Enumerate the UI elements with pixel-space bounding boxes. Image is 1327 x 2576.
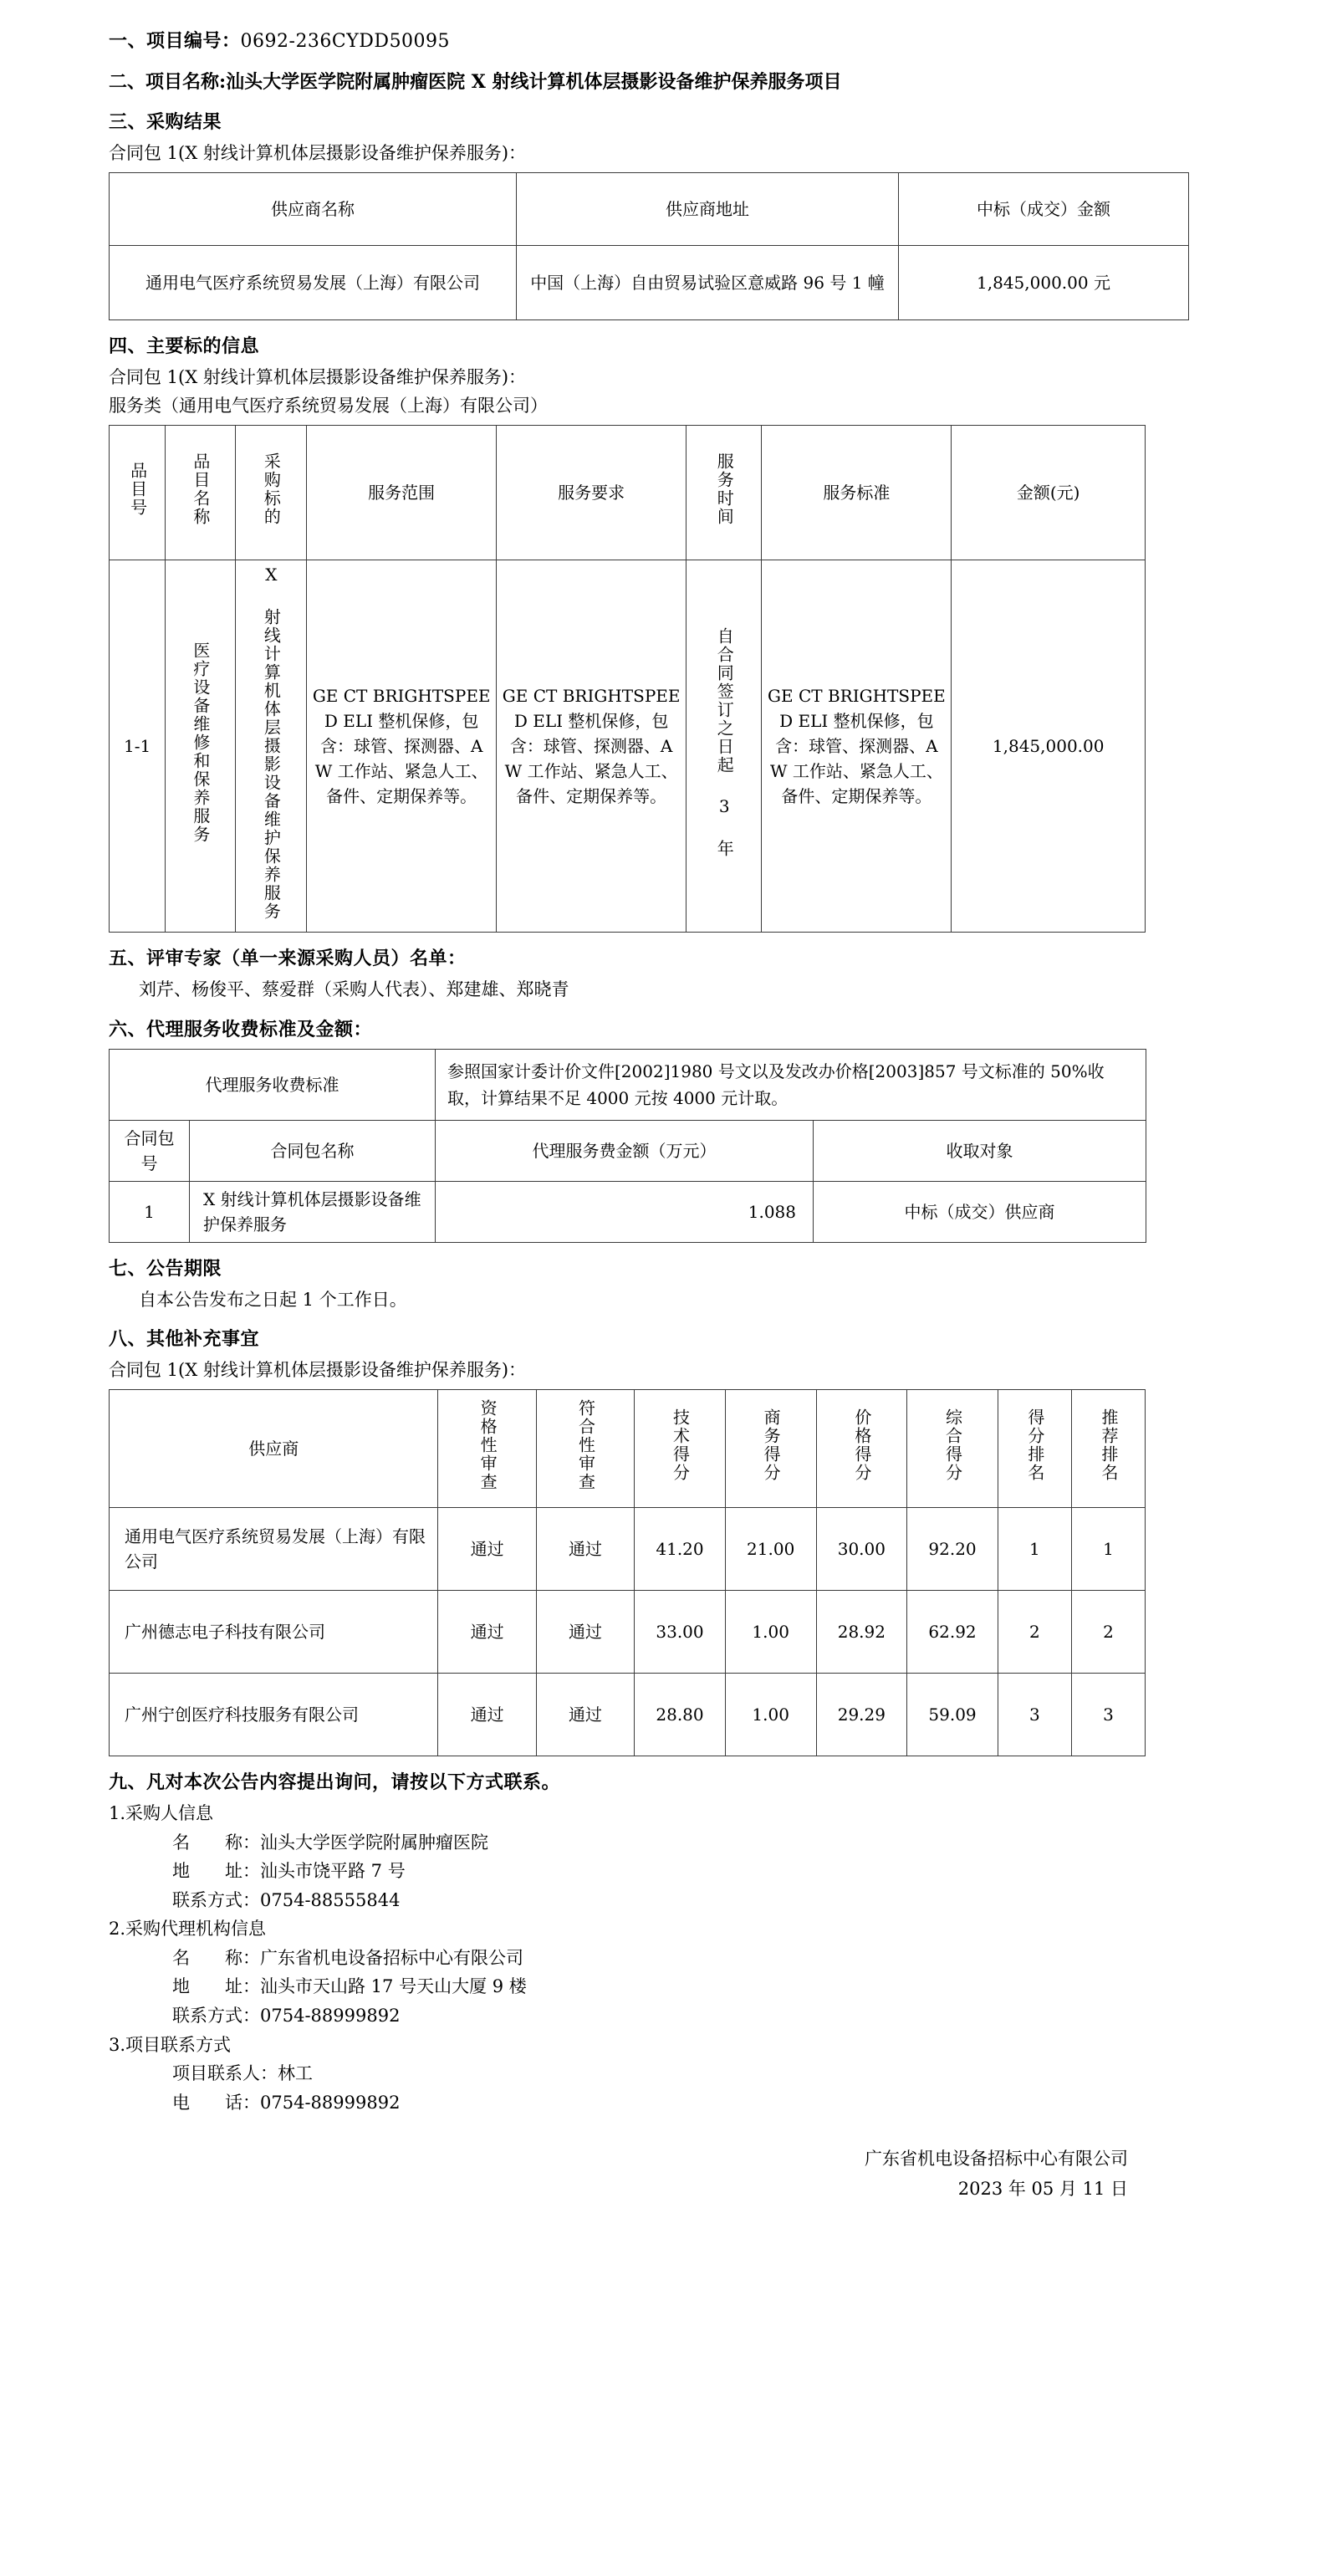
header-compliance-review: 符合性审查 bbox=[536, 1390, 634, 1508]
project-contact-heading: 3.项目联系方式 bbox=[109, 2034, 232, 2055]
agency-fee-standard-row bbox=[110, 1049, 1146, 1120]
section-procurement-result-heading: 三、采购结果 bbox=[109, 111, 222, 134]
cell-score-rank: 1 bbox=[998, 1508, 1071, 1591]
cell-technical: 28.80 bbox=[635, 1674, 726, 1756]
header-supplier: 供应商 bbox=[110, 1390, 438, 1508]
header-award-amount: 中标（成交）金额 bbox=[899, 172, 1189, 245]
agent-name-label: 名 称： bbox=[172, 1947, 260, 1968]
section-project-name-label: 二、项目名称: bbox=[109, 71, 227, 94]
agent-name-value: 广东省机电设备招标中心有限公司 bbox=[260, 1947, 523, 1968]
cell-total: 62.92 bbox=[907, 1591, 998, 1674]
cell-business: 1.00 bbox=[725, 1591, 816, 1674]
table-row bbox=[110, 1181, 1146, 1242]
section-project-number bbox=[74, 27, 1253, 56]
announcement-period-value: 自本公告发布之日起 1 个工作日。 bbox=[139, 1289, 407, 1310]
cell-price: 30.00 bbox=[816, 1508, 907, 1591]
cell-qualification: 通过 bbox=[438, 1591, 536, 1674]
agent-address-value: 汕头市天山路 17 号天山大厦 9 楼 bbox=[260, 1976, 527, 1997]
header-amount: 金额(元) bbox=[952, 426, 1146, 560]
cell-award-amount: 1,845,000.00 元 bbox=[899, 245, 1189, 319]
subject-package-note: 合同包 1(X 射线计算机体层摄影设备维护保养服务)： bbox=[109, 366, 527, 387]
buyer-name-label: 名 称： bbox=[172, 1832, 260, 1853]
agent-tel-label: 联系方式： bbox=[172, 2005, 260, 2026]
other-matters-package-note: 合同包 1(X 射线计算机体层摄影设备维护保养服务)： bbox=[109, 1360, 527, 1381]
header-item-name: 品目名称 bbox=[166, 426, 235, 560]
table-row bbox=[110, 560, 1146, 933]
table-header-row bbox=[110, 1390, 1146, 1508]
cell-technical: 33.00 bbox=[635, 1591, 726, 1674]
header-score-rank: 得分排名 bbox=[998, 1390, 1071, 1508]
project-number-value: 0692-236CYDD50095 bbox=[240, 31, 451, 52]
header-purchase-target: 采购标的 bbox=[235, 426, 307, 560]
header-service-requirement: 服务要求 bbox=[497, 426, 686, 560]
agent-tel-line bbox=[74, 2002, 1253, 2030]
cell-service-scope: GE CT BRIGHTSPEE D ELI 整机保修，包含：球管、探测器、AW 工作站、紧急人工、备件、定期保养等。 bbox=[307, 560, 497, 933]
section-project-name bbox=[74, 68, 1095, 96]
agent-name-line bbox=[74, 1945, 1253, 1972]
buyer-tel-label: 联系方式： bbox=[172, 1889, 260, 1910]
buyer-name-value: 汕头大学医学院附属肿瘤医院 bbox=[260, 1832, 488, 1853]
agent-address-line bbox=[74, 1973, 1253, 2001]
cell-recommend-rank: 1 bbox=[1071, 1508, 1145, 1591]
cell-supplier-name: 通用电气医疗系统贸易发展（上海）有限公司 bbox=[110, 245, 517, 319]
table-row bbox=[110, 245, 1189, 319]
cell-fee-payer: 中标（成交）供应商 bbox=[814, 1181, 1146, 1242]
project-person-value: 林工 bbox=[278, 2063, 313, 2084]
agent-info-heading: 2.采购代理机构信息 bbox=[109, 1919, 267, 1940]
cell-supplier: 广州德志电子科技有限公司 bbox=[110, 1591, 438, 1674]
section-review-experts-heading: 五、评审专家（单一来源采购人员）名单： bbox=[109, 948, 467, 970]
cell-qualification: 通过 bbox=[438, 1674, 536, 1756]
cell-service-standard: GE CT BRIGHTSPEE D ELI 整机保修，包含：球管、探测器、AW 工作站、紧急人工、备件、定期保养等。 bbox=[762, 560, 952, 933]
subject-info-table bbox=[109, 425, 1146, 933]
header-supplier-name: 供应商名称 bbox=[110, 172, 517, 245]
evaluation-score-table bbox=[109, 1389, 1146, 1756]
cell-subject-amount: 1,845,000.00 bbox=[952, 560, 1146, 933]
cell-service-requirement: GE CT BRIGHTSPEE D ELI 整机保修，包含：球管、探测器、AW 工作站、紧急人工、备件、定期保养等。 bbox=[497, 560, 686, 933]
cell-supplier: 通用电气医疗系统贸易发展（上海）有限公司 bbox=[110, 1508, 438, 1591]
buyer-info-heading: 1.采购人信息 bbox=[109, 1803, 214, 1824]
cell-score-rank: 2 bbox=[998, 1591, 1071, 1674]
section-subject-info-heading: 四、主要标的信息 bbox=[109, 335, 260, 357]
header-agency-fee-amount: 代理服务费金额（万元） bbox=[436, 1120, 814, 1181]
cell-price: 29.29 bbox=[816, 1674, 907, 1756]
agency-fee-table bbox=[109, 1049, 1146, 1243]
procurement-result-table bbox=[109, 172, 1189, 320]
cell-price: 28.92 bbox=[816, 1591, 907, 1674]
header-qualification-review: 资格性审查 bbox=[438, 1390, 536, 1508]
cell-total: 92.20 bbox=[907, 1508, 998, 1591]
buyer-address-label: 地 址： bbox=[172, 1861, 260, 1882]
signature-organization: 广东省机电设备招标中心有限公司 bbox=[865, 2149, 1128, 2170]
project-person-line bbox=[74, 2060, 1253, 2088]
header-service-duration: 服务时间 bbox=[686, 426, 762, 560]
section-other-matters-heading: 八、其他补充事宜 bbox=[109, 1328, 260, 1351]
signature-date: 2023 年 05 月 11 日 bbox=[957, 2178, 1128, 2199]
project-name-value: 汕头大学医学院附属肿瘤医院 X 射线计算机体层摄影设备维护保养服务项目 bbox=[226, 71, 842, 94]
buyer-tel-value: 0754-88555844 bbox=[260, 1889, 401, 1910]
cell-service-duration: 自合同签订之日起 3 年 bbox=[686, 560, 762, 933]
table-header-row bbox=[110, 1120, 1146, 1181]
header-item-no: 品目号 bbox=[110, 426, 166, 560]
header-recommend-rank: 推荐排名 bbox=[1071, 1390, 1145, 1508]
signature-block bbox=[74, 2144, 1253, 2204]
review-experts-value: 刘芹、杨俊平、蔡爱群（采购人代表）、郑建雄、郑晓青 bbox=[139, 979, 569, 1000]
buyer-address-value: 汕头市饶平路 7 号 bbox=[260, 1861, 406, 1882]
cell-supplier: 广州宁创医疗科技服务有限公司 bbox=[110, 1674, 438, 1756]
cell-compliance: 通过 bbox=[536, 1674, 634, 1756]
cell-business: 1.00 bbox=[725, 1674, 816, 1756]
table-row bbox=[110, 1674, 1146, 1756]
cell-business: 21.00 bbox=[725, 1508, 816, 1591]
header-fee-payer: 收取对象 bbox=[814, 1120, 1146, 1181]
table-header-row bbox=[110, 426, 1146, 560]
header-package-name: 合同包名称 bbox=[190, 1120, 436, 1181]
buyer-address-line bbox=[74, 1858, 1253, 1885]
header-total-score: 综合得分 bbox=[907, 1390, 998, 1508]
procurement-result-package-note: 合同包 1(X 射线计算机体层摄影设备维护保养服务)： bbox=[109, 143, 527, 164]
cell-package-name: X 射线计算机体层摄影设备维护保养服务 bbox=[190, 1181, 436, 1242]
header-price-score: 价格得分 bbox=[816, 1390, 907, 1508]
cell-purchase-target: X 射线计算机体层摄影设备维护保养服务 bbox=[235, 560, 307, 933]
table-row bbox=[110, 1508, 1146, 1591]
cell-agency-fee-amount: 1.088 bbox=[436, 1181, 814, 1242]
project-tel-line bbox=[74, 2089, 1253, 2117]
cell-recommend-rank: 3 bbox=[1071, 1674, 1145, 1756]
agent-address-label: 地 址： bbox=[172, 1976, 260, 1997]
header-service-scope: 服务范围 bbox=[307, 426, 497, 560]
cell-package-no: 1 bbox=[110, 1181, 190, 1242]
cell-item-name: 医疗设备维修和保养服务 bbox=[166, 560, 235, 933]
header-business-score: 商务得分 bbox=[725, 1390, 816, 1508]
header-package-no: 合同包号 bbox=[110, 1120, 190, 1181]
subject-service-category-note: 服务类（通用电气医疗系统贸易发展（上海）有限公司） bbox=[109, 396, 548, 417]
cell-compliance: 通过 bbox=[536, 1508, 634, 1591]
cell-technical: 41.20 bbox=[635, 1508, 726, 1591]
buyer-name-line bbox=[74, 1829, 1253, 1857]
section-project-number-label: 一、项目编号： bbox=[109, 30, 241, 52]
cell-recommend-rank: 2 bbox=[1071, 1591, 1145, 1674]
table-header-row bbox=[110, 172, 1189, 245]
header-supplier-address: 供应商地址 bbox=[517, 172, 899, 245]
project-tel-value: 0754-88999892 bbox=[260, 2092, 401, 2113]
buyer-tel-line bbox=[74, 1887, 1253, 1914]
section-contact-heading: 九、凡对本次公告内容提出询问，请按以下方式联系。 bbox=[109, 1771, 561, 1794]
label-fee-standard: 代理服务收费标准 bbox=[110, 1049, 436, 1120]
project-tel-label: 电 话： bbox=[172, 2092, 260, 2113]
section-agency-fee-heading: 六、代理服务收费标准及金额： bbox=[109, 1018, 373, 1040]
header-technical-score: 技术得分 bbox=[635, 1390, 726, 1508]
cell-item-no: 1-1 bbox=[110, 560, 166, 933]
agent-tel-value: 0754-88999892 bbox=[260, 2005, 401, 2026]
cell-total: 59.09 bbox=[907, 1674, 998, 1756]
cell-score-rank: 3 bbox=[998, 1674, 1071, 1756]
table-row bbox=[110, 1591, 1146, 1674]
cell-qualification: 通过 bbox=[438, 1508, 536, 1591]
value-fee-standard: 参照国家计委计价文件[2002]1980 号文以及发改办价格[2003]857 号文标准的 50%收取，计算结果不足 4000 元按 4000 元计取。 bbox=[436, 1049, 1146, 1120]
section-announcement-period-heading: 七、公告期限 bbox=[109, 1257, 222, 1280]
cell-supplier-address: 中国（上海）自由贸易试验区意威路 96 号 1 幢 bbox=[517, 245, 899, 319]
cell-compliance: 通过 bbox=[536, 1591, 634, 1674]
project-person-label: 项目联系人： bbox=[172, 2063, 278, 2084]
header-service-standard: 服务标准 bbox=[762, 426, 952, 560]
